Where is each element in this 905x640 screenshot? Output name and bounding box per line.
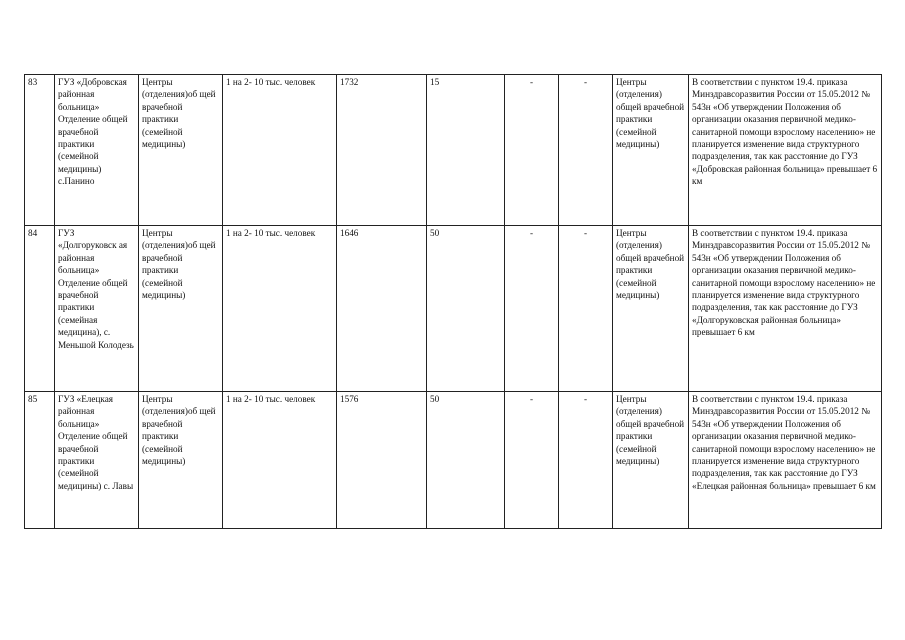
count-cell: 50 — [427, 392, 505, 529]
row-number-cell: 85 — [25, 392, 55, 529]
facility-name-cell: ГУЗ «Долгоруковск ая районная больница» Отделение общей врачебной практики (семейная медицина), с. Меньшой Колодезь — [55, 226, 139, 392]
population-cell: 1576 — [337, 392, 427, 529]
table-row — [25, 392, 882, 529]
dash-cell: - — [559, 75, 613, 226]
table-row — [25, 75, 882, 226]
facility-type-cell: Центры (отделения)об щей врачебной практики (семейной медицины) — [139, 392, 223, 529]
facility-type-cell: Центры (отделения)об щей врачебной практики (семейной медицины) — [139, 226, 223, 392]
facility-type-cell: Центры (отделения)об щей врачебной практики (семейной медицины) — [139, 75, 223, 226]
row-number-cell: 84 — [25, 226, 55, 392]
dash-cell: - — [559, 392, 613, 529]
planned-type-cell: Центры (отделения) общей врачебной практики (семейной медицины) — [613, 226, 689, 392]
population-cell: 1732 — [337, 75, 427, 226]
dash-cell: - — [505, 226, 559, 392]
count-cell: 50 — [427, 226, 505, 392]
facility-name-cell: ГУЗ «Елецкая районная больница» Отделение общей врачебной практики (семейной медицины) с. Лавы — [55, 392, 139, 529]
norm-range-cell: 1 на 2- 10 тыс. человек — [223, 392, 337, 529]
table-row — [25, 226, 882, 392]
facility-name-cell: ГУЗ «Добровская районная больница» Отделение общей врачебной практики (семейной медицины) с.Панино — [55, 75, 139, 226]
population-cell: 1646 — [337, 226, 427, 392]
norm-range-cell: 1 на 2- 10 тыс. человек — [223, 226, 337, 392]
note-cell: В соответствии с пунктом 19.4. приказа Минздравсоразвития России от 15.05.2012 № 543н «Об утверждении Положения об организации оказания первичной медико-санитарной помощи взрослому населению» не планируется изменение вида структурного подразделения, так как расстояние до ГУЗ «Долгоруковская районная больница» превышает 6 км — [689, 226, 882, 392]
planned-type-cell: Центры (отделения) общей врачебной практики (семейной медицины) — [613, 392, 689, 529]
dash-cell: - — [505, 392, 559, 529]
norm-range-cell: 1 на 2- 10 тыс. человек — [223, 75, 337, 226]
dash-cell: - — [559, 226, 613, 392]
dash-cell: - — [505, 75, 559, 226]
note-cell: В соответствии с пунктом 19.4. приказа Минздравсоразвития России от 15.05.2012 № 543н «Об утверждении Положения об организации оказания первичной медико-санитарной помощи взрослому населению» не планируется изменение вида структурного подразделения, так как расстояние до ГУЗ «Елецкая районная больница» превышает 6 км — [689, 392, 882, 529]
count-cell: 15 — [427, 75, 505, 226]
planned-type-cell: Центры (отделения) общей врачебной практики (семейной медицины) — [613, 75, 689, 226]
row-number-cell: 83 — [25, 75, 55, 226]
facilities-table — [24, 74, 882, 529]
note-cell: В соответствии с пунктом 19.4. приказа Минздравсоразвития России от 15.05.2012 № 543н «Об утверждении Положения об организации оказания первичной медико-санитарной помощи взрослому населению» не планируется изменение вида структурного подразделения, так как расстояние до ГУЗ «Добровская районная больница» превышает 6 км — [689, 75, 882, 226]
